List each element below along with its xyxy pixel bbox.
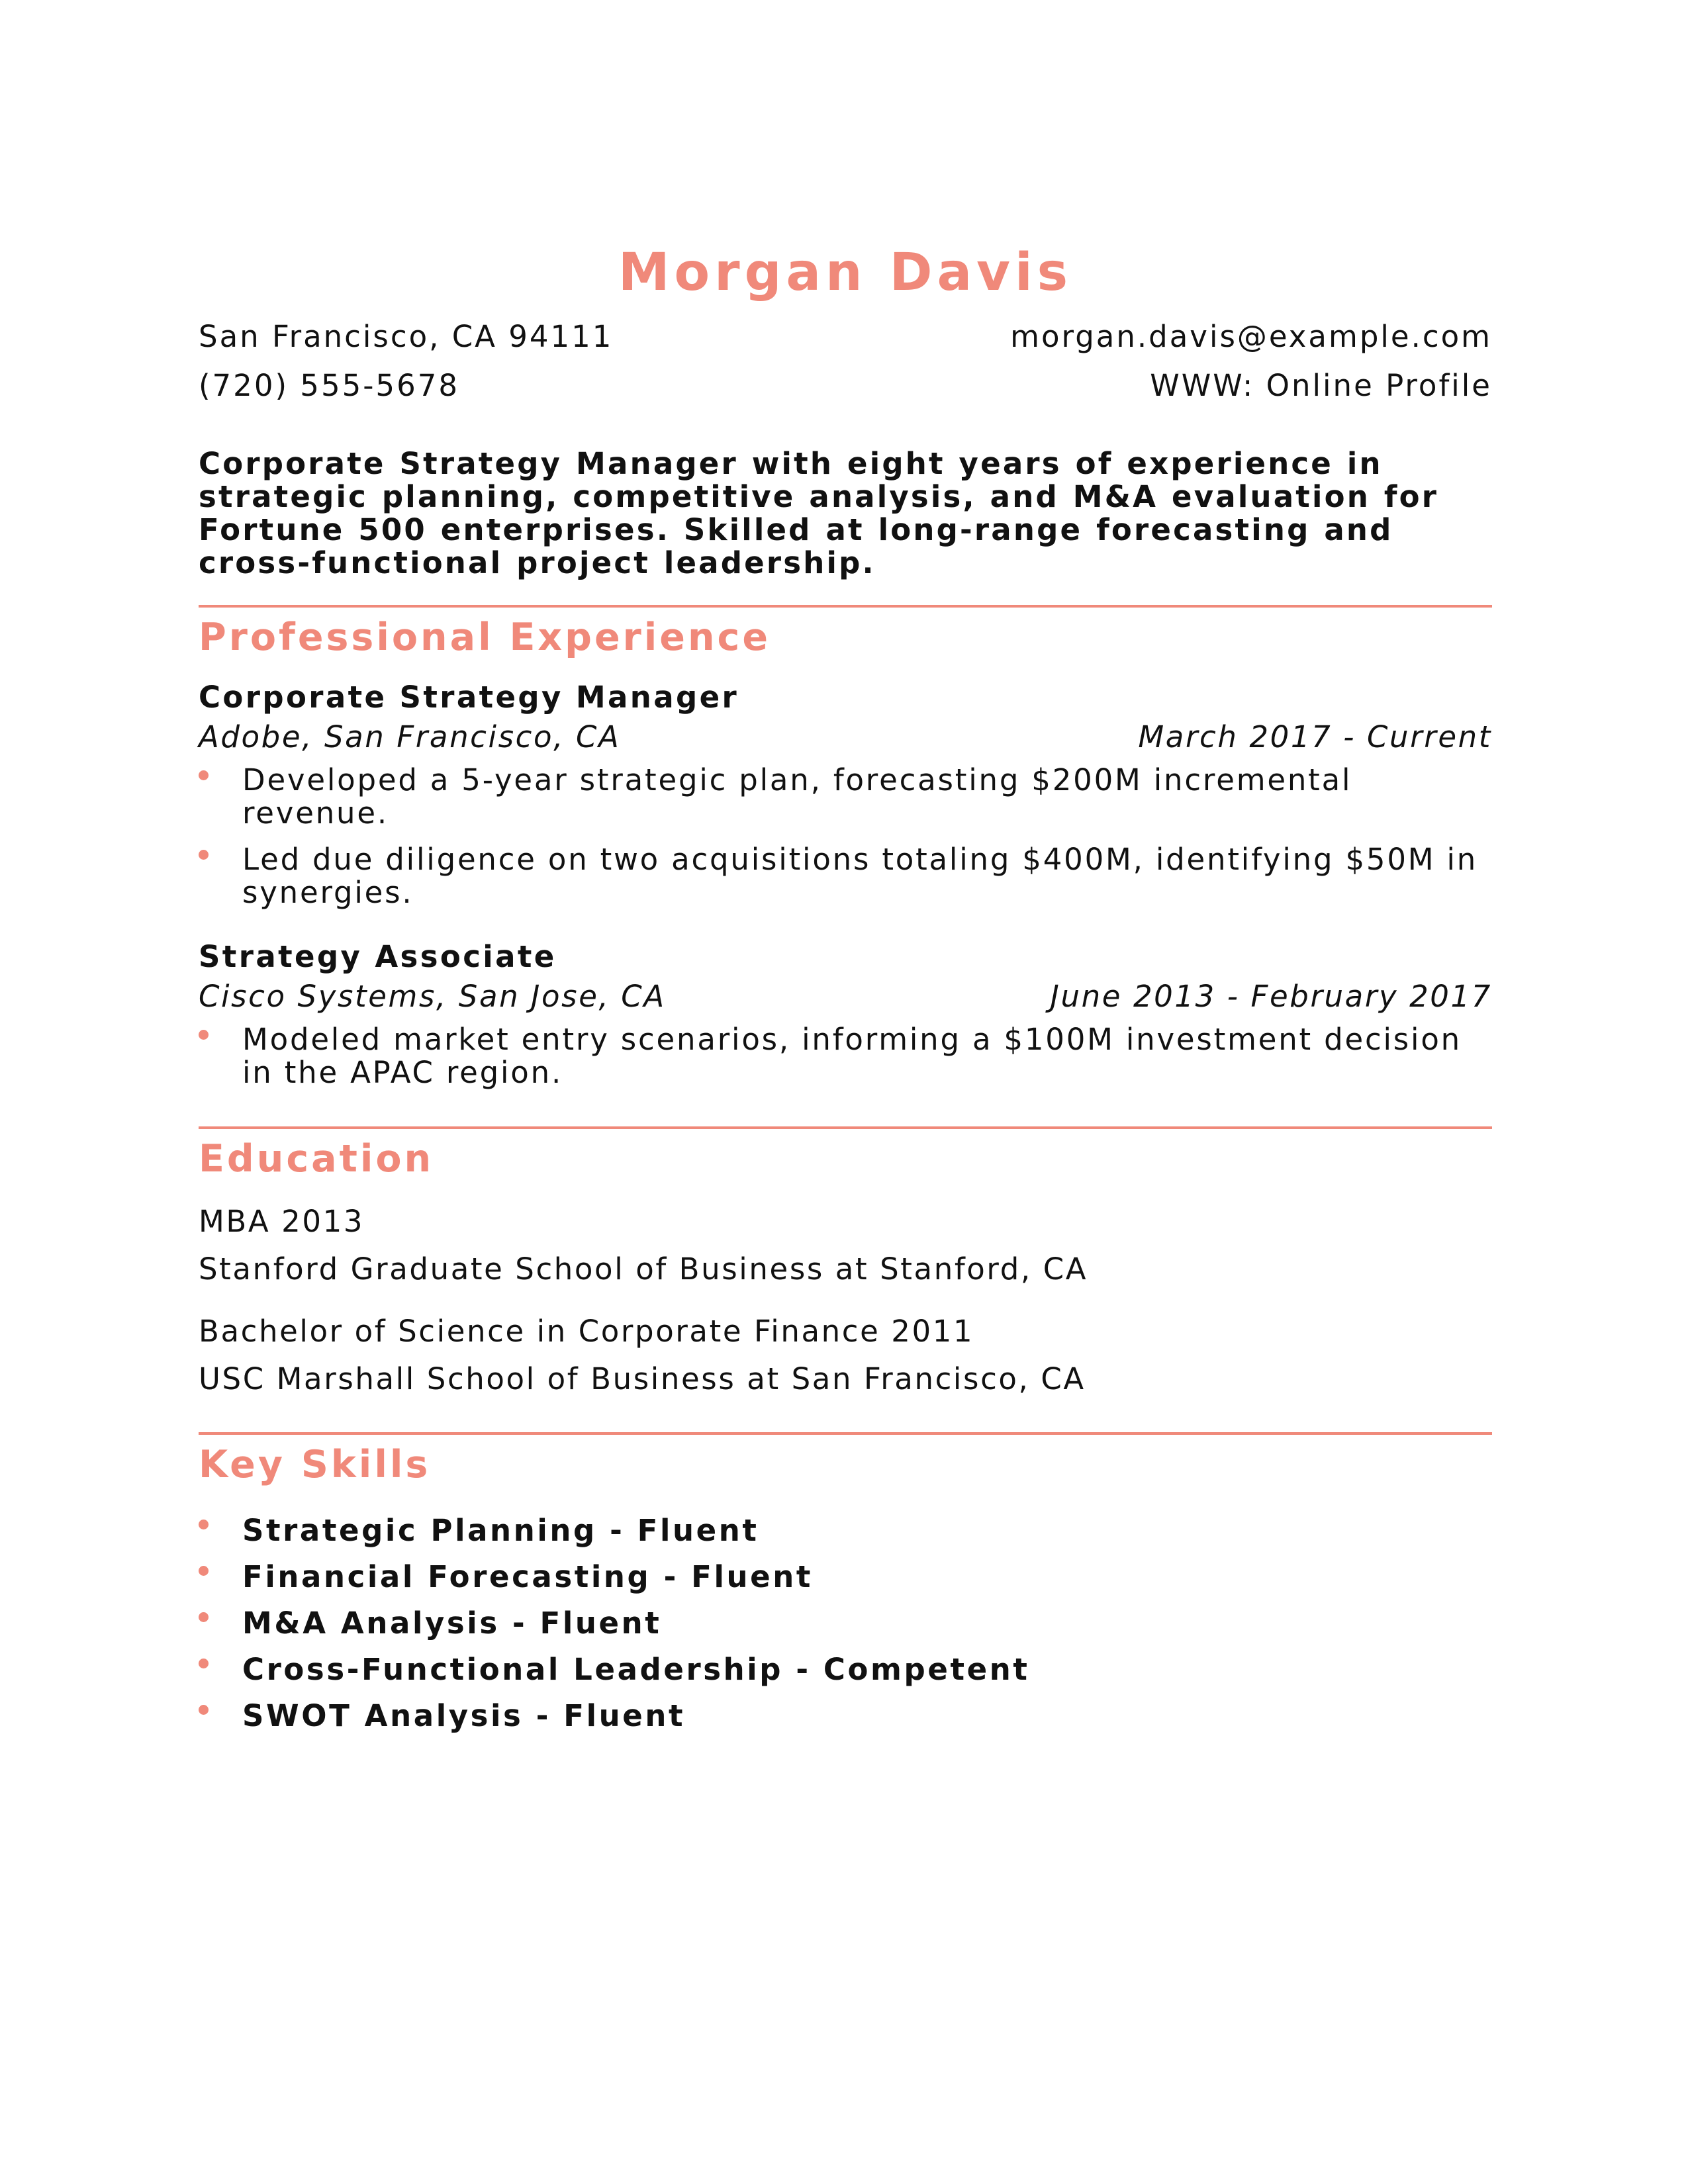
- section-divider: [199, 1432, 1492, 1435]
- skill-text: Cross-Functional Leadership - Competent: [242, 1652, 1030, 1687]
- job-dates: June 2013 - February 2017: [1050, 979, 1492, 1014]
- bullet-dot-icon: [199, 770, 209, 780]
- job-meta: [199, 717, 1492, 757]
- job-bullet: [199, 1023, 1492, 1089]
- skills-section: [199, 1439, 1492, 1739]
- skill-item: [199, 1554, 1492, 1600]
- contact-row-2: [199, 361, 1492, 410]
- job-dates: March 2017 - Current: [1138, 719, 1492, 754]
- job-title: Strategy Associate: [199, 939, 557, 974]
- job-bullet-text: Modeled market entry scenarios, informing a $100M investment decision in the APAC region.: [242, 1022, 1462, 1090]
- job-entry: [199, 937, 1492, 1089]
- job-bullets: [199, 1023, 1492, 1089]
- job-title: Corporate Strategy Manager: [199, 680, 739, 715]
- education-degree: Bachelor of Science in Corporate Finance 2011: [199, 1314, 974, 1349]
- skill-item: [199, 1647, 1492, 1693]
- bullet-dot-icon: [199, 850, 209, 860]
- bullet-dot-icon: [199, 1030, 209, 1040]
- education-school: Stanford Graduate School of Business at Stanford, CA: [199, 1251, 1088, 1287]
- bullet-dot-icon: [199, 1520, 209, 1529]
- bullet-dot-icon: [199, 1659, 209, 1668]
- education-degree: MBA 2013: [199, 1204, 365, 1239]
- location-text: San Francisco, CA 94111: [199, 319, 614, 354]
- job-bullet: [199, 764, 1492, 830]
- job-bullet: [199, 843, 1492, 909]
- section-divider: [199, 1126, 1492, 1129]
- phone-text: (720) 555-5678: [199, 368, 459, 403]
- job-meta: [199, 977, 1492, 1017]
- contact-row-1: [199, 312, 1492, 361]
- skill-text: Strategic Planning - Fluent: [242, 1513, 759, 1548]
- bullet-dot-icon: [199, 1612, 209, 1622]
- section-divider: [199, 605, 1492, 608]
- section-title-experience: Professional Experience: [199, 615, 771, 659]
- bullet-dot-icon: [199, 1566, 209, 1576]
- skill-text: M&A Analysis - Fluent: [242, 1606, 662, 1641]
- education-section: [199, 1133, 1492, 1403]
- skill-text: Financial Forecasting - Fluent: [242, 1559, 813, 1594]
- online-profile-link[interactable]: WWW: Online Profile: [1150, 368, 1492, 403]
- education-entry: [199, 1308, 1492, 1403]
- section-title-education: Education: [199, 1137, 434, 1181]
- experience-section: [199, 612, 1492, 1089]
- job-bullets: [199, 764, 1492, 909]
- job-company: Cisco Systems, San Jose, CA: [199, 979, 666, 1014]
- skill-item: [199, 1693, 1492, 1739]
- skills-list: [199, 1508, 1492, 1739]
- education-school: USC Marshall School of Business at San Francisco, CA: [199, 1361, 1086, 1396]
- professional-summary: Corporate Strategy Manager with eight years of experience in strategic planning, competitive analysis, and M&A evaluation for Fortune 500 enterprises. Skilled at long-range forecasting and cross-functional project leadership.: [199, 446, 1439, 580]
- section-title-skills: Key Skills: [199, 1443, 431, 1486]
- job-entry: [199, 678, 1492, 909]
- skill-item: [199, 1600, 1492, 1647]
- candidate-name: Morgan Davis: [618, 243, 1073, 302]
- job-company: Adobe, San Francisco, CA: [199, 719, 621, 754]
- bullet-dot-icon: [199, 1705, 209, 1715]
- education-entry: [199, 1198, 1492, 1293]
- skill-item: [199, 1508, 1492, 1554]
- job-bullet-text: Led due diligence on two acquisitions totaling $400M, identifying $50M in synergies.: [242, 842, 1478, 910]
- job-bullet-text: Developed a 5-year strategic plan, forecasting $200M incremental revenue.: [242, 762, 1352, 831]
- skill-text: SWOT Analysis - Fluent: [242, 1698, 686, 1733]
- email-link[interactable]: morgan.davis@example.com: [1010, 319, 1492, 354]
- resume-page: [199, 238, 1492, 1739]
- contact-info: [199, 312, 1492, 410]
